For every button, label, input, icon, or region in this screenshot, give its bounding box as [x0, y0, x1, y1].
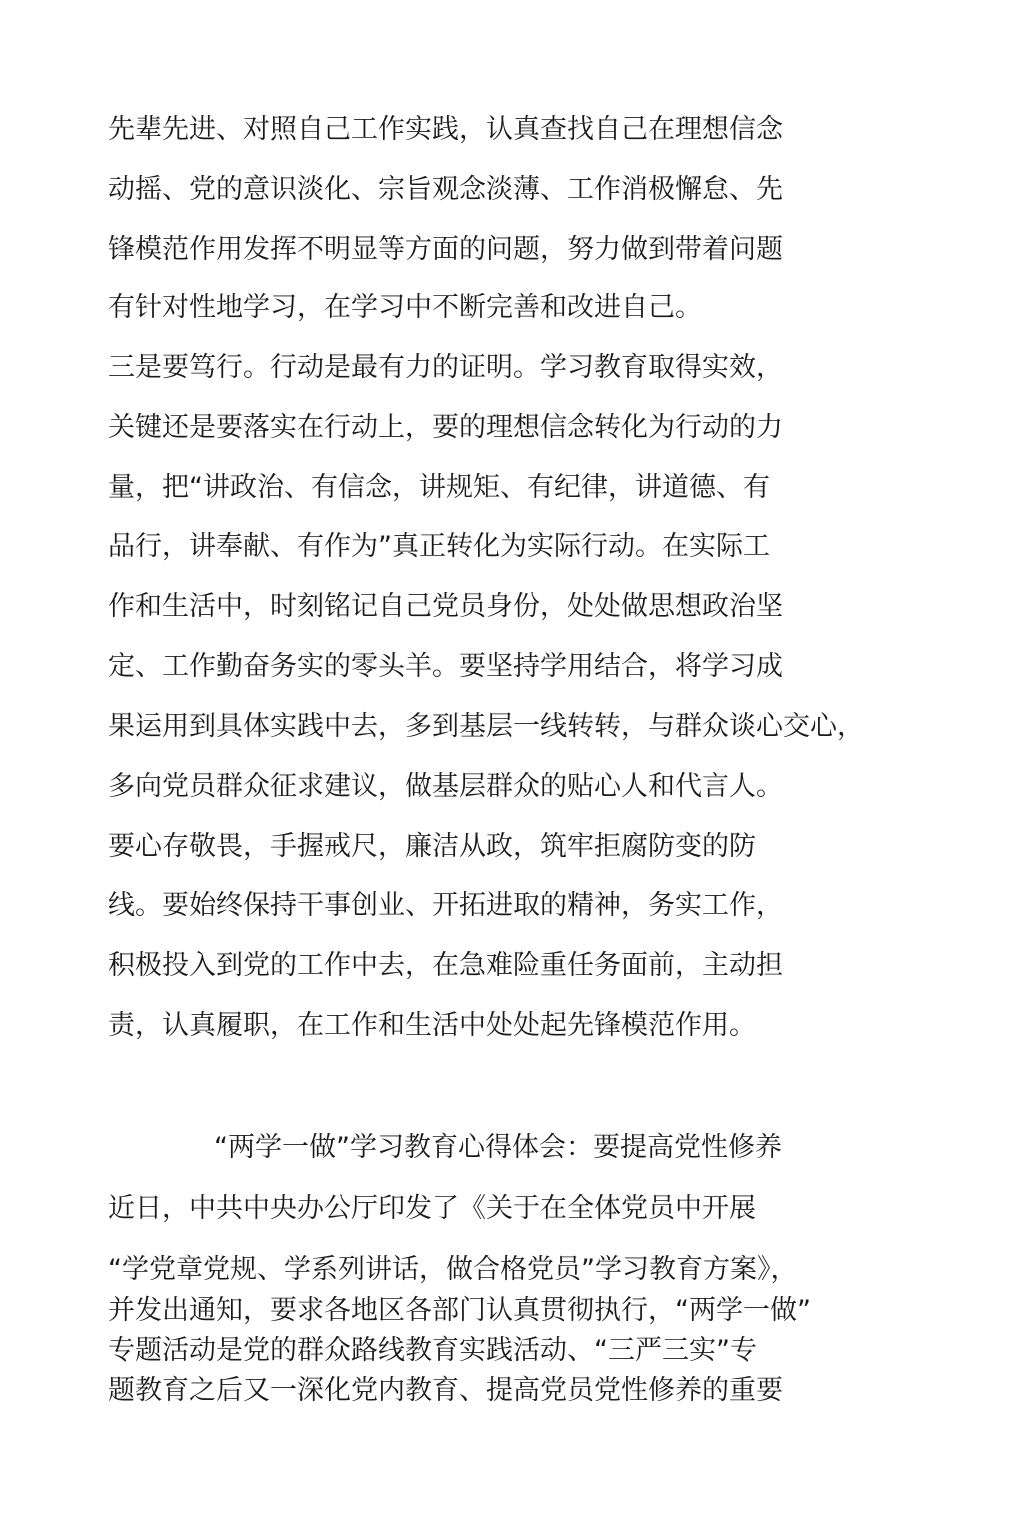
section-title: “两学一做”学习教育心得体会：要提高党性修养 [214, 1132, 782, 1163]
paragraph-line: 三是要笃行。行动是最有力的证明。学习教育取得实效， [108, 352, 783, 383]
paragraph-line: 线。要始终保持干事创业、开拓进取的精神，务实工作， [108, 890, 783, 921]
paragraph-line: 多向党员群众征求建议，做基层群众的贴心人和代言人。 [108, 771, 783, 802]
paragraph-line: 有针对性地学习，在学习中不断完善和改进自己。 [108, 292, 702, 323]
paragraph-line: 专题活动是党的群众路线教育实践活动、“三严三实”专 [108, 1335, 757, 1366]
paragraph-line: 要心存敬畏，手握戒尺，廉洁从政，筑牢拒腐防变的防 [108, 831, 756, 862]
paragraph-line: 定、工作勤奋务实的零头羊。要坚持学用结合，将学习成 [108, 651, 783, 682]
paragraph-line: 题教育之后又一深化党内教育、提高党员党性修养的重要 [108, 1375, 783, 1406]
paragraph-line: 近日，中共中央办公厅印发了《关于在全体党员中开展 [108, 1193, 756, 1224]
paragraph-line: “学党章党规、学系列讲话，做合格党员”学习教育方案》， [108, 1254, 798, 1285]
paragraph-line: 果运用到具体实践中去，多到基层一线转转，与群众谈心交心， [108, 711, 864, 742]
paragraph-line: 品行，讲奉献、有作为”真正转化为实际行动。在实际工 [108, 531, 770, 562]
paragraph-line: 作和生活中，时刻铭记自己党员身份，处处做思想政治坚 [108, 591, 783, 622]
paragraph-line: 量，把“讲政治、有信念，讲规矩、有纪律，讲道德、有 [108, 472, 770, 503]
paragraph-line: 责，认真履职，在工作和生活中处处起先锋模范作用。 [108, 1010, 756, 1041]
paragraph-line: 并发出通知，要求各地区各部门认真贯彻执行，“两学一做” [108, 1295, 811, 1326]
paragraph-line: 先辈先进、对照自己工作实践，认真查找自己在理想信念 [108, 114, 783, 145]
paragraph-line: 关键还是要落实在行动上，要的理想信念转化为行动的力 [108, 412, 783, 443]
paragraph-line: 动摇、党的意识淡化、宗旨观念淡薄、工作消极懈怠、先 [108, 174, 783, 205]
paragraph-line: 锋模范作用发挥不明显等方面的问题，努力做到带着问题 [108, 234, 783, 265]
paragraph-line: 积极投入到党的工作中去，在急难险重任务面前，主动担 [108, 950, 783, 981]
